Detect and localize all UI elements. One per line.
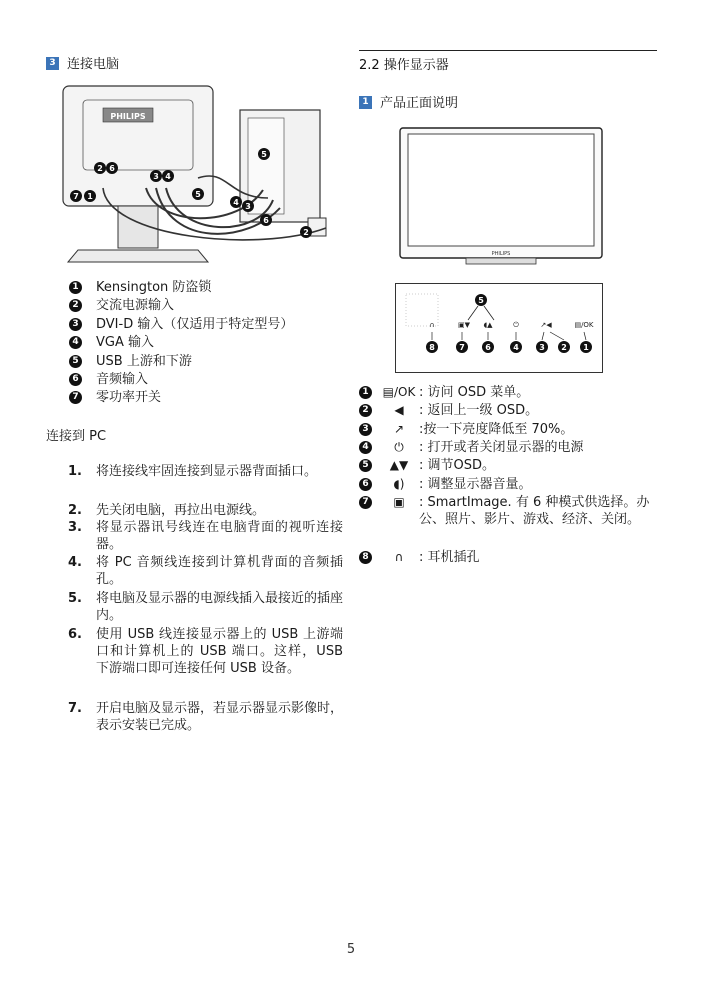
- control-item: [359, 421, 659, 438]
- section-heading: 2.2 操作显示器: [359, 58, 449, 73]
- legend-label: VGA 输入: [96, 335, 154, 350]
- step-text: 将显示器讯号线连在电脑背面的视听连接器。: [96, 520, 343, 552]
- control-callout: 2: [359, 404, 372, 417]
- back-icon: ◀: [394, 403, 404, 417]
- volume-up-icon: ◖▲: [483, 321, 493, 329]
- control-callout: 8: [359, 551, 372, 564]
- legend-label: Kensington 防盗锁: [96, 280, 212, 295]
- control-text: : 返回上一级 OSD。: [419, 403, 539, 418]
- svg-text:3: 3: [245, 202, 251, 211]
- control-callout: 7: [359, 496, 372, 509]
- legend-item: [69, 297, 174, 315]
- control-text: : SmartImage. 有 6 种模式供选择。办公、照片、影片、游戏、经济、关闭。: [419, 495, 650, 527]
- control-text: : 打开或者关闭显示器的电源: [419, 440, 584, 455]
- legend-callout: 7: [69, 391, 82, 404]
- step-number: 2.: [68, 503, 82, 518]
- step-text: 使用 USB 线连接显示器上的 USB 上游端口和计算机上的 USB 端口。这样，USB 下游端口即可连接任何 USB 设备。: [96, 627, 343, 676]
- section-title: 连接电脑: [67, 57, 120, 72]
- legend-item: [69, 334, 154, 352]
- control-callout: 6: [359, 478, 372, 491]
- section-3-heading: [46, 53, 119, 72]
- brightness-icon: ↗: [393, 422, 405, 436]
- svg-text:6: 6: [263, 216, 269, 225]
- legend-item: [69, 389, 161, 407]
- step-item: [68, 519, 343, 553]
- step-number: 6.: [68, 627, 82, 642]
- control-callout: 3: [359, 423, 372, 436]
- step-text: 将连接线牢固连接到显示器背面插口。: [96, 464, 318, 479]
- step-item: [68, 590, 343, 624]
- legend-callout: 3: [69, 318, 82, 331]
- svg-text:2: 2: [561, 343, 567, 352]
- legend-item: [69, 353, 192, 371]
- svg-text:6: 6: [109, 164, 115, 173]
- svg-text:1: 1: [583, 343, 589, 352]
- svg-text:3: 3: [539, 343, 545, 352]
- control-callout: 5: [359, 459, 372, 472]
- svg-text:3: 3: [153, 172, 159, 181]
- section-divider: [359, 50, 657, 51]
- step-number: 7.: [68, 701, 82, 716]
- control-text: : 耳机插孔: [419, 550, 480, 565]
- menu-ok-icon: ▤/OK: [382, 385, 416, 399]
- step-item: [68, 463, 343, 497]
- step-number: 3.: [68, 520, 82, 535]
- legend-item: [69, 371, 148, 389]
- monitor-brand: PHILIPS: [491, 251, 511, 257]
- control-text: : 访问 OSD 菜单。: [419, 385, 530, 400]
- monitor-stand-base: [68, 250, 208, 262]
- svg-text:5: 5: [261, 150, 267, 159]
- power-icon: ⏻: [394, 440, 404, 454]
- control-callout: 1: [359, 386, 372, 399]
- legend-item: [69, 316, 293, 334]
- diagram-brand: PHILIPS: [110, 112, 146, 121]
- svg-text:4: 4: [513, 343, 519, 352]
- control-item: [359, 402, 659, 419]
- legend-callout: 4: [69, 336, 82, 349]
- control-panel-zoom: [395, 283, 603, 373]
- step-number: 4.: [68, 555, 82, 570]
- svg-text:4: 4: [233, 198, 239, 207]
- section-number-badge: 3: [46, 57, 59, 70]
- control-item: [359, 549, 659, 566]
- svg-text:1: 1: [87, 192, 93, 201]
- monitor-back: [63, 86, 213, 206]
- step-item: [68, 502, 343, 519]
- monitor-bottom-bar: [466, 258, 536, 264]
- step-number: 5.: [68, 591, 82, 606]
- legend-label: USB 上游和下游: [96, 354, 192, 369]
- svg-text:7: 7: [459, 343, 465, 352]
- menu-ok-icon: ▤/OK: [574, 321, 594, 329]
- control-item: [359, 494, 659, 545]
- smartimage-down-icon: ▣▼: [458, 321, 470, 329]
- step-text: 开启电脑及显示器，若显示器显示影像时，表示安装已完成。: [96, 701, 344, 733]
- smartimage-icon: ▣: [393, 495, 405, 509]
- svg-text:4: 4: [165, 172, 171, 181]
- legend-callout: 1: [69, 281, 82, 294]
- callout-5-leader-right: [484, 306, 494, 320]
- legend-label: 音频输入: [96, 372, 149, 387]
- legend-label: 交流电源输入: [96, 298, 175, 313]
- headphone-icon: ∩: [394, 550, 404, 564]
- svg-text:8: 8: [429, 343, 435, 352]
- step-text: 将电脑及显示器的电源线插入最接近的插座内。: [96, 591, 344, 623]
- control-item: [359, 457, 659, 474]
- subsection-number-badge: 1: [359, 96, 372, 109]
- step-number: 1.: [68, 464, 82, 479]
- svg-text:7: 7: [73, 192, 79, 201]
- step-item: [68, 626, 343, 694]
- svg-text:5: 5: [478, 296, 484, 305]
- control-item: [359, 476, 659, 493]
- monitor-front-illustration: [396, 124, 606, 269]
- svg-text:6: 6: [485, 343, 491, 352]
- control-item: [359, 439, 659, 456]
- legend-callout: 2: [69, 299, 82, 312]
- control-item: [359, 384, 659, 401]
- monitor-screen: [408, 134, 594, 246]
- svg-text:2: 2: [97, 164, 103, 173]
- legend-callout: 6: [69, 373, 82, 386]
- callout-5-leader-left: [468, 306, 478, 320]
- svg-text:2: 2: [303, 228, 309, 237]
- brightness-left-icon: ↗◀: [540, 321, 552, 329]
- subsection-heading: [359, 92, 458, 111]
- step-item: [68, 700, 343, 734]
- step-text: 将 PC 音频线连接到计算机背面的音频插孔。: [96, 555, 343, 587]
- legend-item: [69, 279, 211, 297]
- step-item: [68, 554, 343, 588]
- svg-text:5: 5: [195, 190, 201, 199]
- up-down-icon: ▲▼: [389, 458, 409, 472]
- power-icon: ⏻: [513, 321, 519, 329]
- headphone-icon: ∩: [429, 321, 435, 329]
- connection-diagram: [58, 78, 348, 268]
- control-text: : 调节OSD。: [419, 458, 496, 473]
- legend-label: DVI-D 输入（仅适用于特定型号）: [96, 317, 294, 332]
- volume-icon: ◖): [393, 477, 405, 491]
- control-text: : 调整显示器音量。: [419, 477, 532, 492]
- legend-label: 零功率开关: [96, 390, 162, 405]
- page-number: 5: [346, 942, 356, 957]
- connect-heading: 连接到 PC: [46, 429, 107, 444]
- subsection-title: 产品正面说明: [380, 96, 459, 111]
- step-text: 先关闭电脑，再拉出电源线。: [96, 503, 266, 518]
- control-callout: 4: [359, 441, 372, 454]
- legend-callout: 5: [69, 355, 82, 368]
- control-text: :按一下亮度降低至 70%。: [419, 422, 574, 437]
